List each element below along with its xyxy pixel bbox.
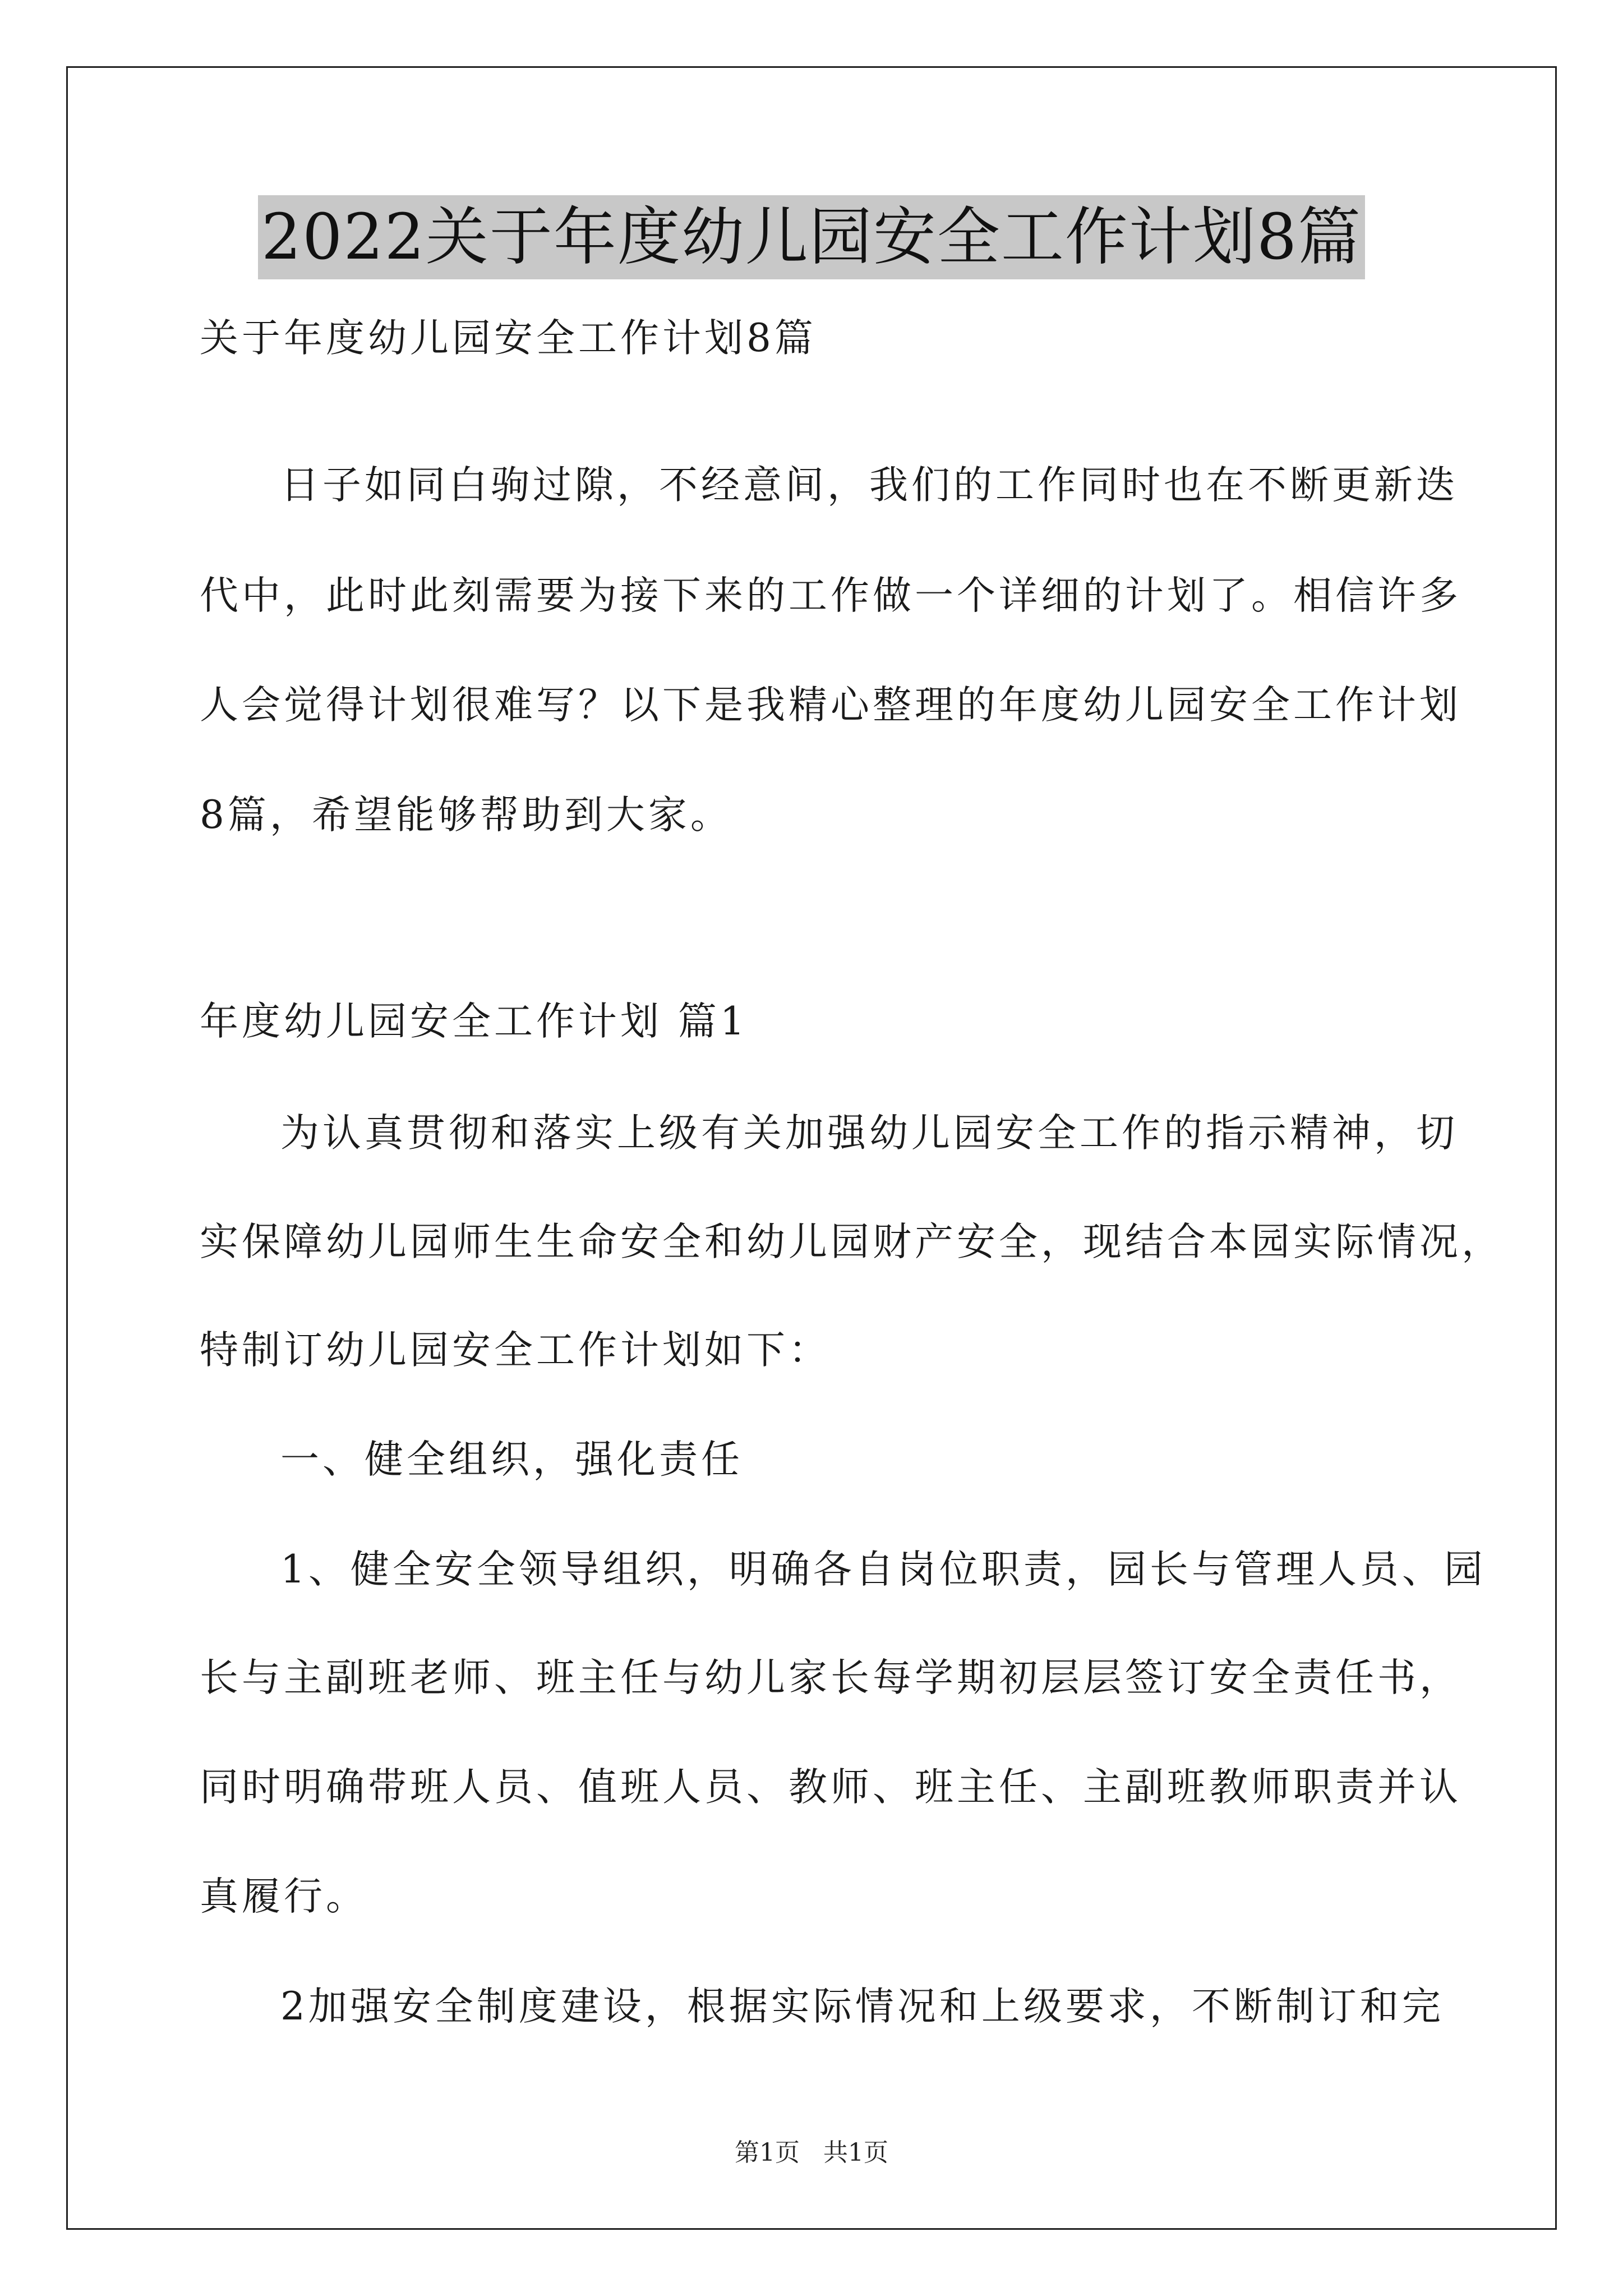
intro-line-1: 日子如同白驹过隙，不经意间，我们的工作同时也在不断更新迭 (280, 463, 1458, 508)
body-line-7: 同时明确带班人员、值班人员、教师、班主任、主副班教师职责并认 (200, 1765, 1461, 1810)
intro-line-4: 8篇，希望能够帮助到大家。 (200, 793, 732, 838)
body-line-5: 1、健全安全领导组织，明确各自岗位职责，园长与管理人员、园 (280, 1547, 1486, 1592)
document-subtitle: 关于年度幼儿园安全工作计划8篇 (200, 316, 817, 361)
intro-line-2: 代中，此时此刻需要为接下来的工作做一个详细的计划了。相信许多 (200, 573, 1461, 618)
title-container (0, 195, 1623, 279)
section-heading: 年度幼儿园安全工作计划 篇1 (200, 999, 748, 1044)
body-line-9: 2加强安全制度建设，根据实际情况和上级要求，不断制订和完 (280, 1984, 1444, 2029)
body-line-2: 实保障幼儿园师生生命安全和幼儿园财产安全，现结合本园实际情况， (200, 1220, 1504, 1264)
body-line-6: 长与主副班老师、班主任与幼儿家长每学期初层层签订安全责任书， (200, 1655, 1461, 1700)
document-title: 2022关于年度幼儿园安全工作计划8篇 (258, 195, 1365, 279)
body-line-4: 一、健全组织，强化责任 (280, 1437, 743, 1482)
body-line-3: 特制订幼儿园安全工作计划如下： (200, 1328, 831, 1373)
body-line-1: 为认真贯彻和落实上级有关加强幼儿园安全工作的指示精神，切 (280, 1111, 1458, 1156)
page-footer: 第1页 共1页 (735, 2138, 888, 2167)
body-line-8: 真履行。 (200, 1874, 368, 1919)
intro-line-3: 人会觉得计划很难写？以下是我精心整理的年度幼儿园安全工作计划 (200, 683, 1461, 728)
